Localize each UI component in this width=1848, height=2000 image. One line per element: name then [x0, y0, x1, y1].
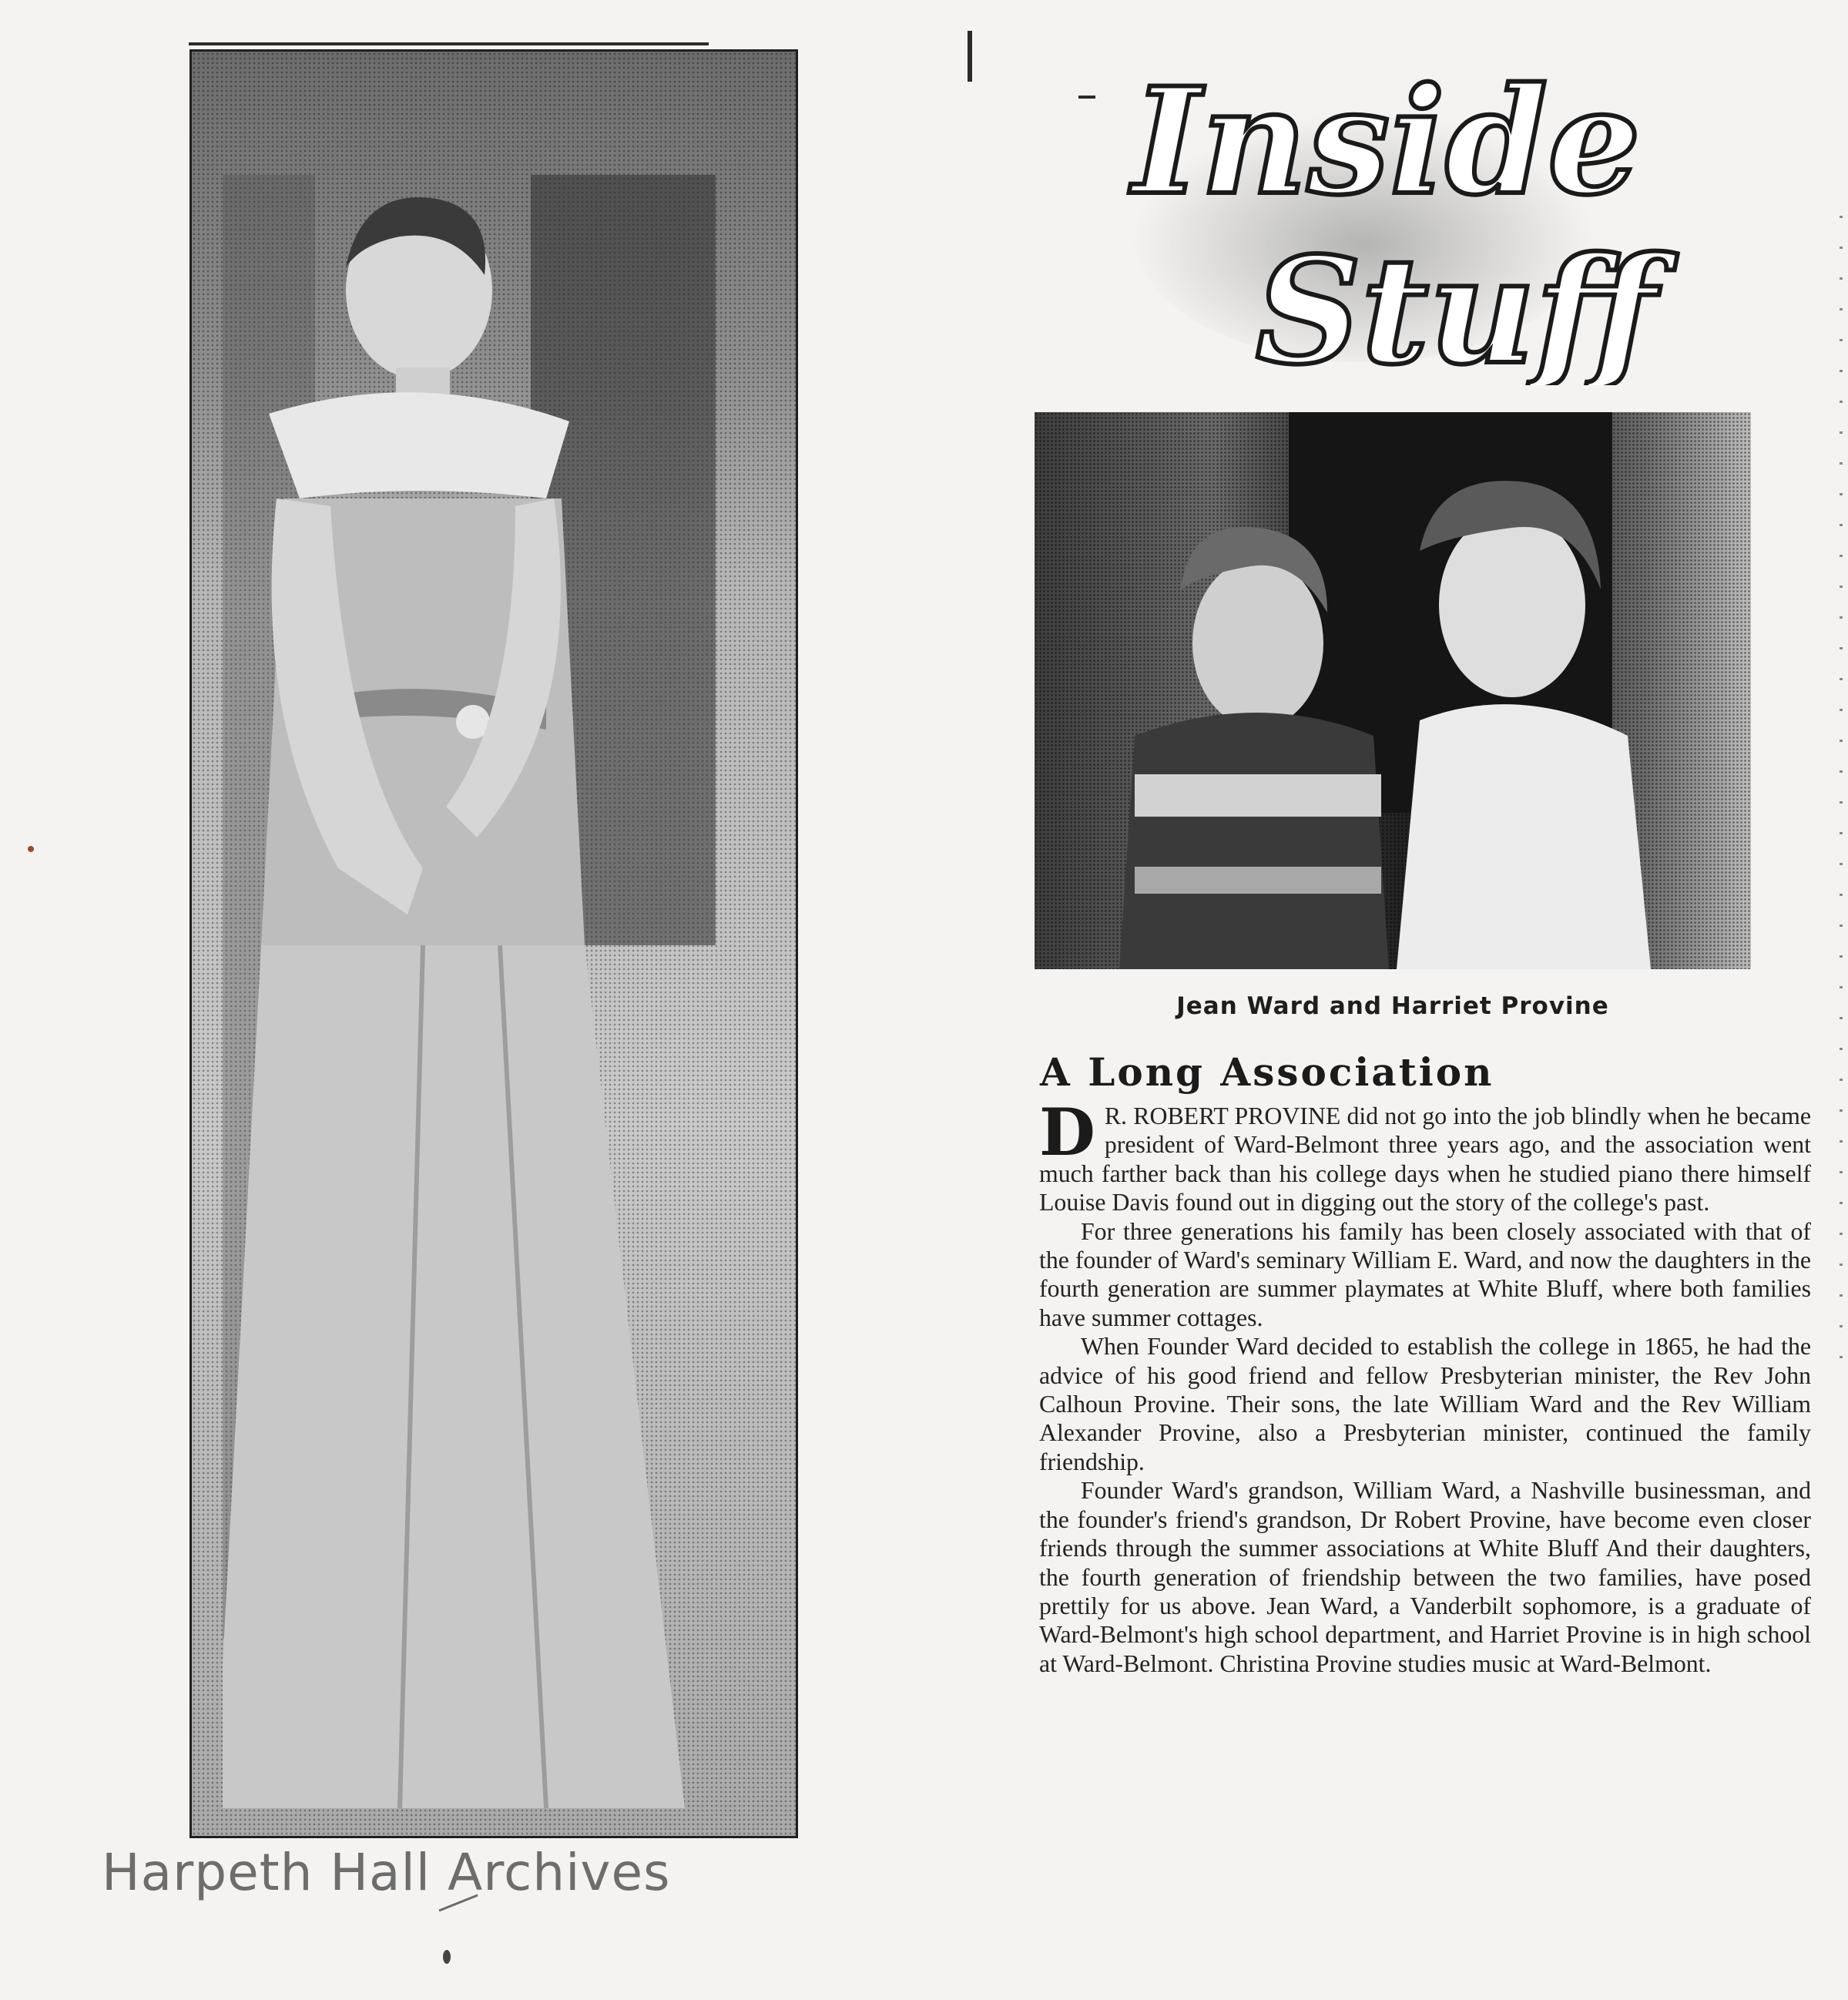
crop-mark — [1078, 96, 1095, 99]
crop-mark — [968, 31, 972, 82]
archive-watermark: Harpeth Hall Archives — [102, 1843, 671, 1902]
article-paragraph: Founder Ward's grandson, William Ward, a Nashville businessman, and the founder's friend's grandson, Dr Robert Provine, have become even closer friends through the summer associations at White Bluff And their daughters, the fourth generation of friendship between the two families, have posed prettily for us above. Jean Ward, a Vanderbilt sophomore, is a graduate of Ward-Belmont's high school department, and Harriet Provine is in high school at Ward-Belmont. Christina Provine studies music at Ward-Belmont. — [1039, 1477, 1811, 1677]
masthead-word-stuff: Stuff — [1256, 225, 1657, 385]
photo-caption: Jean Ward and Harriet Provine — [1176, 992, 1609, 1020]
article-headline: A Long Association — [1040, 1049, 1494, 1095]
article-paragraph: When Founder Ward decided to establish the college in 1865, he had the advice of his good friend and fellow Presbyterian minister, the Rev John Calhoun Provine. Their sons, the late William Ward and the Rev William Alexander Provine, also a Presbyterian minister, continued the family friendship. — [1039, 1333, 1811, 1475]
article-paragraph — [1039, 1094, 1811, 1217]
standing-woman-figure — [223, 175, 716, 1824]
portrait-photo-woman-in-gown — [189, 49, 798, 1838]
photo-two-girls — [1035, 412, 1751, 969]
clipping-top-rule — [189, 42, 709, 45]
inside-stuff-masthead — [1102, 46, 1718, 385]
article-paragraph: For three generations his family has been closely associated with that of the founder of Ward's seminary William E. Ward, and now the daughters in the fourth generation are summer playmates at White Bluff, where both families have summer cottages. — [1039, 1217, 1811, 1331]
article-paragraph-text: R. ROBERT PROVINE did not go into the job blindly when he became president of Ward-Belmont three years ago, and the association went much farther back than his college days when he studied piano there himself Louise Davis found out in digging out the story of the college's past. — [1039, 1102, 1811, 1216]
stray-mark — [28, 846, 34, 852]
article-body — [1039, 1094, 1811, 1678]
masthead-word-inside: Inside — [1132, 55, 1641, 227]
pencil-mark — [431, 1880, 493, 1972]
scan-edge-artifact — [1840, 216, 1843, 1371]
drop-cap: D — [1039, 1094, 1095, 1170]
